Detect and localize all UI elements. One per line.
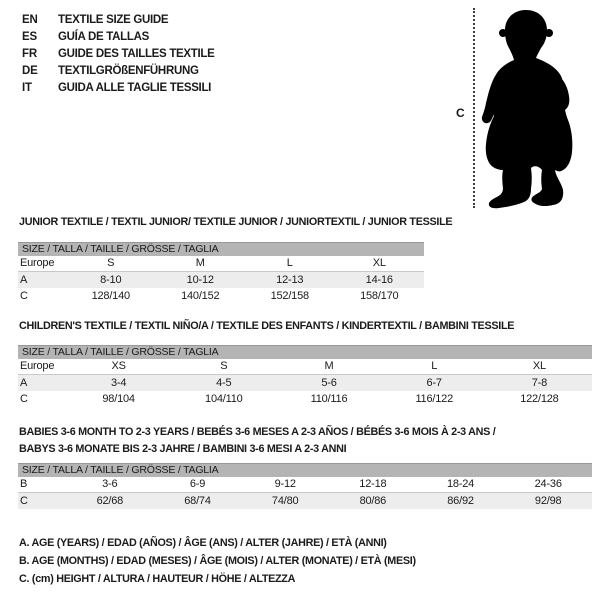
row-cell: 6-9 <box>189 478 206 490</box>
row-cell: 12-13 <box>276 274 304 286</box>
section-title-babies-line1: BABIES 3-6 MONTH TO 2-3 YEARS / BEBÉS 3-6 MESES A 2-3 AÑOS / BÉBÉS 3-6 MOIS À 2-3 ANS / <box>19 426 496 438</box>
row-cell: 116/122 <box>415 393 453 405</box>
section-title-babies <box>19 425 495 457</box>
height-dotted-line <box>473 8 475 208</box>
row-cell: 62/68 <box>96 495 124 507</box>
row-cell: 3-4 <box>110 377 127 389</box>
row-cell: XL <box>532 360 546 372</box>
row-label: Europe <box>20 360 55 372</box>
row-cell: 6-7 <box>426 377 442 389</box>
table-row-height <box>18 288 424 304</box>
row-cell: XL <box>372 257 386 269</box>
language-code: ES <box>22 30 37 43</box>
language-code: EN <box>22 13 38 26</box>
row-cell: 92/98 <box>534 495 562 507</box>
row-label: B <box>20 478 28 490</box>
row-cell: 140/152 <box>181 290 220 302</box>
row-cell: 68/74 <box>184 495 211 507</box>
language-code: IT <box>22 81 32 94</box>
row-label: A <box>20 274 28 286</box>
section-title-junior: JUNIOR TEXTILE / TEXTIL JUNIOR/ TEXTILE JUNIOR / JUNIORTEXTIL / JUNIOR TESSILE <box>19 216 453 228</box>
row-cell: 110/116 <box>310 393 348 405</box>
row-cell: 158/170 <box>360 290 399 302</box>
row-cell: 86/92 <box>447 495 474 507</box>
size-table-babies <box>18 463 592 509</box>
row-cell: 5-6 <box>321 377 337 389</box>
height-label-c: C <box>456 106 465 120</box>
row-label: C <box>20 393 28 405</box>
row-cell: XS <box>111 360 126 372</box>
row-cell: M <box>195 257 205 269</box>
table-row-age <box>18 375 592 391</box>
row-cell: 98/104 <box>102 393 135 405</box>
row-label: Europe <box>20 257 55 269</box>
size-table-children <box>18 345 592 407</box>
row-cell: 10-12 <box>186 274 214 286</box>
language-row-en <box>22 11 215 28</box>
language-title: GUIDE DES TAILLES TEXTILE <box>58 47 215 60</box>
row-cell: 128/140 <box>91 290 130 302</box>
row-cell: 104/110 <box>205 393 243 405</box>
measurement-legend <box>19 534 416 588</box>
row-label: C <box>20 290 28 302</box>
language-row-de <box>22 62 215 79</box>
language-code: FR <box>22 47 37 60</box>
language-title: GUIDA ALLE TAGLIE TESSILI <box>58 81 212 94</box>
legend-line-b: B. AGE (MONTHS) / EDAD (MESES) / ÂGE (MOIS) / ALTER (MONATE) / ETÀ (MESI) <box>19 555 416 567</box>
size-table-junior <box>18 242 424 304</box>
row-cell: 152/158 <box>270 290 309 302</box>
language-row-es <box>22 28 215 45</box>
size-header-bar: SIZE / TALLA / TAILLE / GRÖSSE / TAGLIA <box>18 242 424 256</box>
row-cell: 7-8 <box>531 377 548 389</box>
row-cell: L <box>431 360 438 372</box>
language-row-it <box>22 79 215 96</box>
table-row-months <box>18 477 592 493</box>
row-label: C <box>20 495 28 507</box>
row-cell: 4-5 <box>216 377 232 389</box>
row-cell: 74/80 <box>271 495 299 507</box>
row-cell: 14-16 <box>365 274 393 286</box>
row-cell: S <box>107 257 115 269</box>
row-cell: L <box>286 257 293 269</box>
section-title-babies-line2: BABYS 3-6 MONATE BIS 2-3 JAHRE / BAMBINI 3-6 MESI A 2-3 ANNI <box>19 443 347 455</box>
table-row-height <box>18 493 592 509</box>
row-cell: 24-36 <box>534 478 562 490</box>
table-row-height <box>18 391 592 407</box>
language-title: TEXTILGRÖßENFÜHRUNG <box>58 64 199 77</box>
size-header-bar: SIZE / TALLA / TAILLE / GRÖSSE / TAGLIA <box>18 463 592 477</box>
row-cell: 122/128 <box>520 393 559 405</box>
language-title-list <box>22 11 215 96</box>
table-row-europe <box>18 359 592 375</box>
legend-line-a: A. AGE (YEARS) / EDAD (AÑOS) / ÂGE (ANS) / ALTER (JAHRE) / ETÀ (ANNI) <box>19 537 387 549</box>
section-title-children: CHILDREN'S TEXTILE / TEXTIL NIÑO/A / TEXTILE DES ENFANTS / KINDERTEXTIL / BAMBINI TESSILE <box>19 320 515 332</box>
size-header-bar: SIZE / TALLA / TAILLE / GRÖSSE / TAGLIA <box>18 345 592 359</box>
legend-line-c: C. (cm) HEIGHT / ALTURA / HAUTEUR / HÖHE / ALTEZZA <box>19 573 296 585</box>
row-cell: 8-10 <box>100 274 122 286</box>
language-code: DE <box>22 64 38 77</box>
row-cell: S <box>220 360 228 372</box>
row-cell: 3-6 <box>102 478 118 490</box>
language-title: TEXTILE SIZE GUIDE <box>58 13 169 26</box>
row-cell: 18-24 <box>446 478 475 490</box>
row-cell: M <box>324 360 334 372</box>
table-row-europe <box>18 256 424 272</box>
baby-silhouette-icon <box>477 2 597 210</box>
row-cell: 12-18 <box>359 478 387 490</box>
row-cell: 9-12 <box>274 478 296 490</box>
table-row-age <box>18 272 424 288</box>
row-cell: 80/86 <box>359 495 387 507</box>
language-row-fr <box>22 45 215 62</box>
language-title: GUÍA DE TALLAS <box>58 30 149 43</box>
row-label: A <box>20 377 28 389</box>
